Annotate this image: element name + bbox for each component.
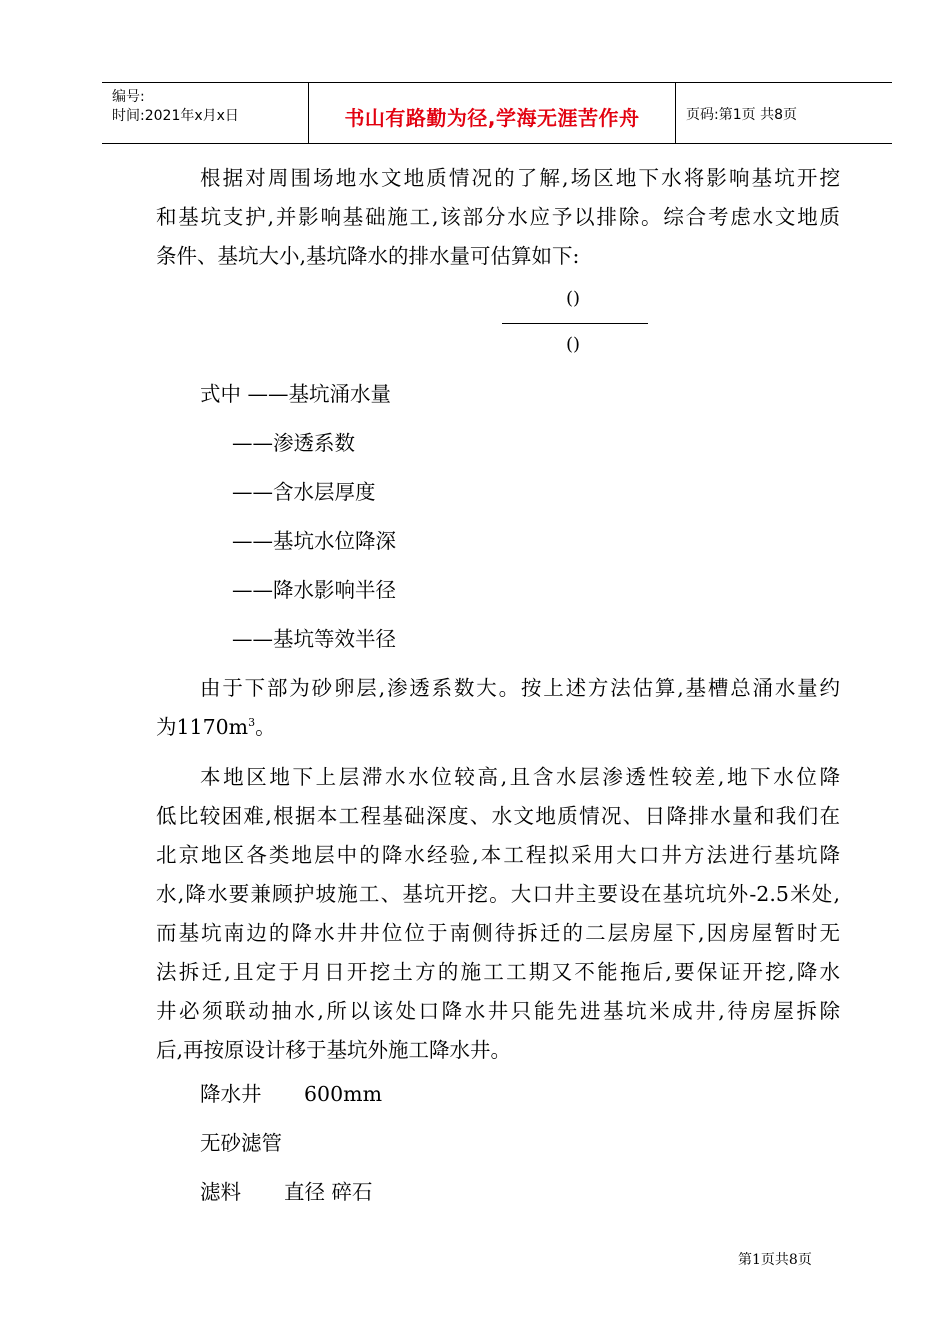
sentence-end: 。	[255, 715, 276, 739]
paragraph-line: 低比较困难,根据本工程基础深度、水文地质情况、日降排水量和我们在	[156, 804, 840, 828]
spec-label-well: 降水井	[200, 1082, 262, 1106]
header-meta-cell	[102, 83, 309, 143]
spec-label-filter: 滤料	[200, 1180, 241, 1204]
paragraph-line: 由于下部为砂卵层,渗透系数大。按上述方法估算,基槽总涌水量约	[200, 676, 840, 700]
paragraph-line: 法拆迁,且定于月日开挖土方的施工工期又不能拖后,要保证开挖,降水	[156, 960, 840, 984]
water-volume-text: 为1170m	[156, 715, 249, 739]
spec-filter-pipe: 无砂滤管	[200, 1131, 282, 1155]
formula-legend-item: ——降水影响半径	[232, 578, 396, 602]
formula-fraction-bar	[502, 323, 648, 324]
paragraph-line: 和基坑支护,并影响基础施工,该部分水应予以排除。综合考虑水文地质	[156, 205, 840, 229]
paragraph-line: 后,再按原设计移于基坑外施工降水井。	[156, 1038, 512, 1062]
header-page-info: 页码:第1页 共8页	[686, 107, 797, 123]
page-header	[102, 82, 892, 144]
page-footer: 第1页共8页	[738, 1252, 812, 1268]
header-page-cell	[676, 83, 892, 143]
formula-legend-item: ——含水层厚度	[232, 480, 376, 504]
formula-numerator: ()	[566, 288, 581, 309]
paragraph-line: 条件、基坑大小,基坑降水的排水量可估算如下:	[156, 244, 580, 268]
paragraph-line: 根据对周围场地水文地质情况的了解,场区地下水将影响基坑开挖	[200, 166, 840, 190]
spec-value-well: 600mm	[304, 1082, 383, 1106]
header-motto-cell	[309, 83, 676, 143]
spec-value-filter: 直径 碎石	[284, 1180, 373, 1204]
paragraph-line: 北京地区各类地层中的降水经验,本工程拟采用大口井方法进行基坑降	[156, 843, 840, 867]
formula-legend-item: ——渗透系数	[232, 431, 355, 455]
paragraph-line: 而基坑南边的降水井井位位于南侧待拆迁的二层房屋下,因房屋暂时无	[156, 921, 840, 945]
paragraph-line: 水,降水要兼顾护坡施工、基坑开挖。大口井主要设在基坑坑外-2.5米处,	[156, 882, 840, 906]
header-motto: 书山有路勤为径,学海无涯苦作舟	[344, 106, 640, 130]
cubic-superscript: 3	[248, 716, 256, 729]
formula-denominator: ()	[566, 334, 581, 355]
paragraph-line: 本地区地下上层滞水水位较高,且含水层渗透性较差,地下水位降	[200, 765, 840, 789]
paragraph-line	[156, 717, 276, 738]
formula-legend-item: 式中 ——基坑涌水量	[200, 382, 392, 406]
document-time-label: 时间:2021年x月x日	[112, 108, 239, 124]
paragraph-line: 井必须联动抽水,所以该处口降水井只能先进基坑米成井,待房屋拆除	[156, 999, 840, 1023]
formula-legend-item: ——基坑等效半径	[232, 627, 396, 651]
formula-legend-item: ——基坑水位降深	[232, 529, 396, 553]
document-number-label: 编号:	[112, 89, 145, 105]
